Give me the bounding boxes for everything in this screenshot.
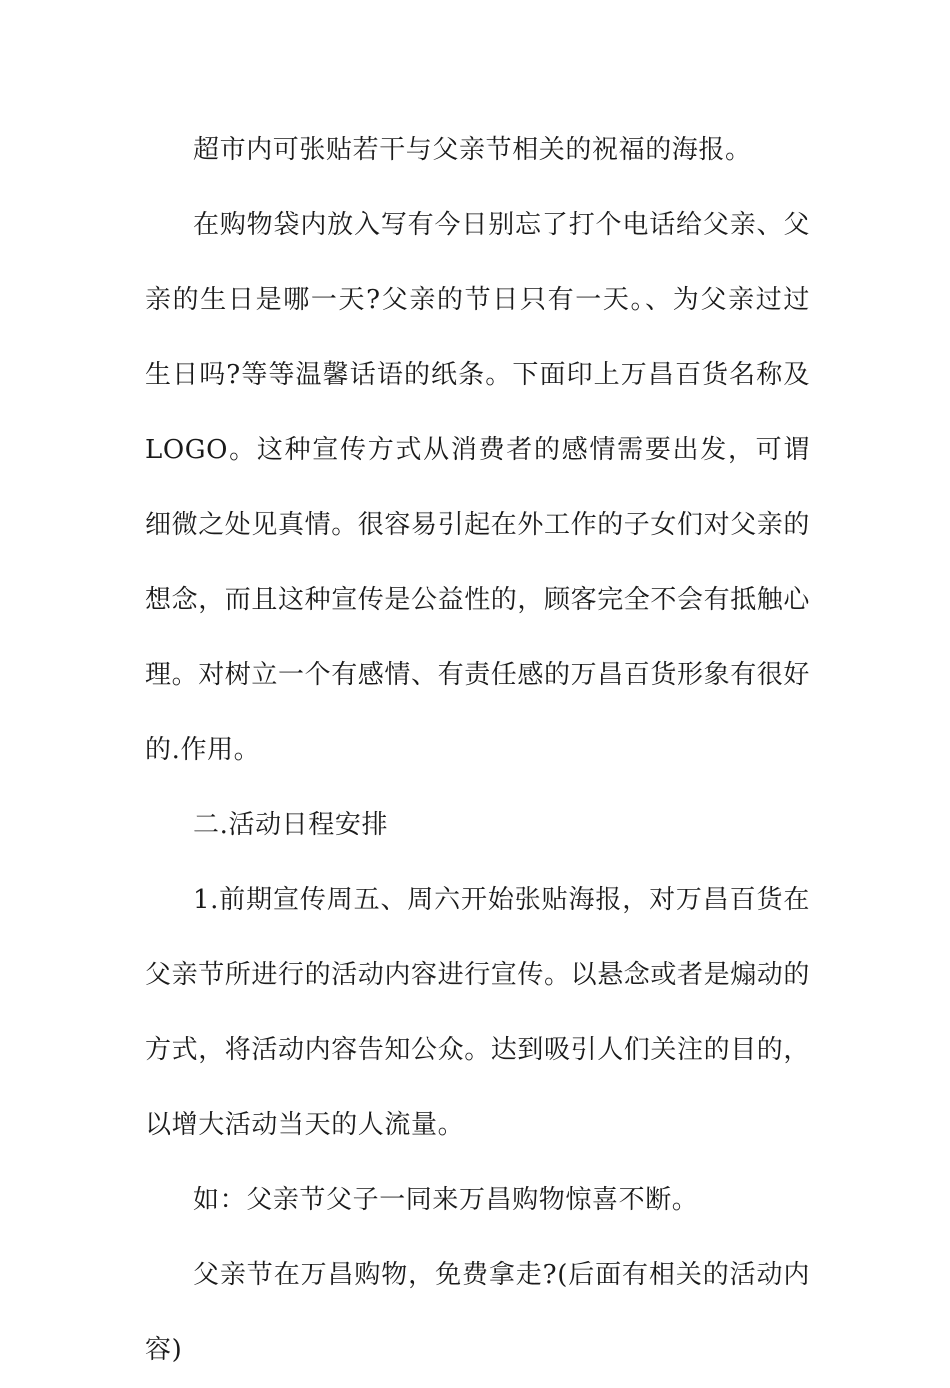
paragraph-poster-note: 超市内可张贴若干与父亲节相关的祝福的海报。 (193, 135, 752, 165)
paragraph-example-slogan: 如：父亲节父子一同来万昌购物惊喜不断。 (193, 1185, 699, 1215)
paragraph-pre-promotion: 1.前期宣传周五、周六开始张贴海报，对万昌百货在父亲节所进行的活动内容进行宣传。以悬念或者是煽动的方式，将活动内容告知公众。达到吸引人们关注的目的，以增大活动当天的人流量。 (145, 885, 811, 1140)
section-heading-schedule: 二.活动日程安排 (193, 810, 389, 840)
paragraph-shopping-bag-note: 在购物袋内放入写有今日别忘了打个电话给父亲、父亲的生日是哪一天?父亲的节日只有一天。、为父亲过过生日吗?等等温馨话语的纸条。下面印上万昌百货名称及LOGO。这种宣传方式从消费者的感情需要出发，可谓细微之处见真情。很容易引起在外工作的子女们对父亲的想念，而且这种宣传是公益性的，顾客完全不会有抵触心理。对树立一个有感情、有责任感的万昌百货形象有很好的.作用。 (145, 210, 811, 765)
paragraph-free-take-away: 父亲节在万昌购物，免费拿走?(后面有相关的活动内容) (145, 1260, 810, 1365)
document-body (145, 113, 810, 1388)
